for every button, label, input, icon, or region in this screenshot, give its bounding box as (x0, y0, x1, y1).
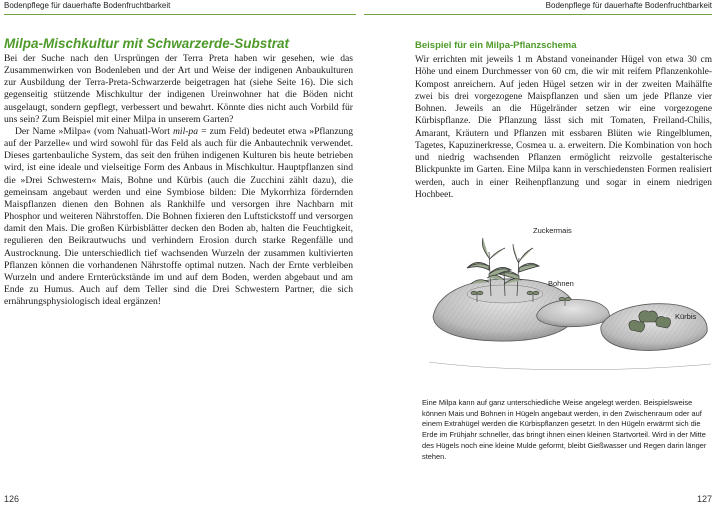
left-column (4, 36, 353, 308)
p2-text-before: Der Name »Milpa« (vom Nahuatl-Wort (15, 125, 173, 137)
right-column (415, 40, 712, 201)
label-maize: Zuckermais (533, 226, 572, 235)
paragraph-planting-scheme: Wir errichten mit jeweils 1 m Abstand voneinander Hügel von etwa 30 cm Höhe und einem Durchmesser von 60 cm, die wir mit reifem Pflanzenkohle-Kompost anreichern. Auf jeden Hügel setzen wir in der zweiten Maihälfte zwei bis drei vorgezogene Maispflanzen und säen um jede Pflanze vier Bohnen. Jeweils an die Hügelränder setzen wir eine vorgezogene Kürbispflanze. Die Pflanzung lässt sich mit Tomaten, Freiland-Chilis, Amarant, Kräutern und Pflanzen mit essbaren Blüten wie Ringelblumen, Tagetes, Kapuzinerkresse, Cosmea u. a. erweitern. Die Kombination von hoch und niedrig wachsenden Pflanzen ermöglicht reizvolle gestalterische Blickpunkte im Garten. Eine Milpa kann in verschiedensten Formen realisiert werden, auch in einer Reihenpflanzung und sogar in einem niedrigen Hochbeet. (415, 55, 712, 200)
milpa-illustration (425, 222, 715, 390)
label-squash: Kürbis (675, 312, 697, 321)
p2-text-after: = zum Feld) bedeutet etwa »Pflanzung auf der Parzelle« und wird sowohl für das Feld als auch für die Anbautechnik verwendet. Dieses gartenbauliche System, das seit den frühen indigenen Kulturen bis heute betrieben wird, ist eine ideale und vielseitige Form des Anbaus in Mischkultur. Hauptpflanzen sind die »Drei Schwestern« Mais, Bohne und Kürbis (auch die Zucchini zählt dazu), die gemeinsam angebaut werden und eine Symbiose bilden: Die Mykorrhiza fördernden Maispflanzen dienen den Bohnen als Rankhilfe und versorgen ihre Nachbarn mit Phosphor und weiteren Nährstoffen. Die Bohnen fixieren den Luftstickstoff und versorgen damit den Mais. Die großen Kürbisblätter decken den Boden ab, halten die Feuchtigkeit, regulieren den Beikrautwuchs und verhindern Erosion durch starke Regenfälle und Austrocknung. Die unterschiedlich tief wachsenden Wurzeln der zusammen kultivierten Pflanzen können die vorhandenen Nährstoffe optimal nutzen. Nach der Ernte verbleiben Wurzeln und andere Ernterückstände im und auf dem Boden, werden abgebaut und am Ende zu Humus. Auch auf dem Teller sind die Drei Schwestern Partner, die sich ernährungsphysiologisch ideal ergänzen! (4, 125, 353, 308)
right-body-text (415, 54, 712, 201)
label-beans: Bohnen (548, 279, 574, 288)
right-page (360, 0, 720, 509)
left-body-text (4, 53, 353, 308)
running-head-left: Bodenpflege für dauerhafte Bodenfruchtbarkeit (4, 0, 356, 15)
paragraph-milpa-name (4, 126, 353, 308)
milpa-drawing (425, 222, 715, 390)
term-milpa: mil-pa (172, 125, 199, 137)
page-number-left: 126 (4, 494, 20, 504)
running-head-right: Bodenpflege für dauerhafte Bodenfruchtbarkeit (364, 0, 712, 15)
squash-mound (601, 304, 707, 351)
paragraph-origins: Bei der Suche nach den Ursprüngen der Terra Preta haben wir gesehen, wie das Zusammenwirken von Bodenleben und der Art und Weise der indigenen Anbaukulturen zur Ausbildung der Terra-Preta-Schwarzerde beigetragen hat (siehe Seite 16). Die sich gegenseitig stützende Mischkultur der indigenen Ureinwohner hat die Böden nicht ausgelaugt, sondern gepflegt, verbessert und bewahrt. Könnte dies nicht auch Vorbild für uns sein? Zum Beispiel mit einer Milpa in unserem Garten? (4, 53, 353, 125)
box-heading: Beispiel für ein Milpa-Pflanzschema (415, 40, 577, 51)
section-heading: Milpa-Mischkultur mit Schwarzerde-Substrat (4, 36, 290, 51)
page-number-right: 127 (696, 494, 712, 504)
figure-caption: Eine Milpa kann auf ganz unterschiedliche Weise angelegt werden. Beispielsweise können Mais und Bohnen in Hügeln angebaut werden, in den Zwischenraum oder auf einem Extrahügel werden die Kürbispflanzen gesetzt. In den Hügeln erwärmt sich die Erde im Frühjahr schneller, das bringt ihnen einen kleinen Startvorteil. Wird in der Mitte des Hügels noch eine kleine Mulde geformt, bleibt Gießwasser und Regen darin länger stehen. (422, 398, 707, 461)
